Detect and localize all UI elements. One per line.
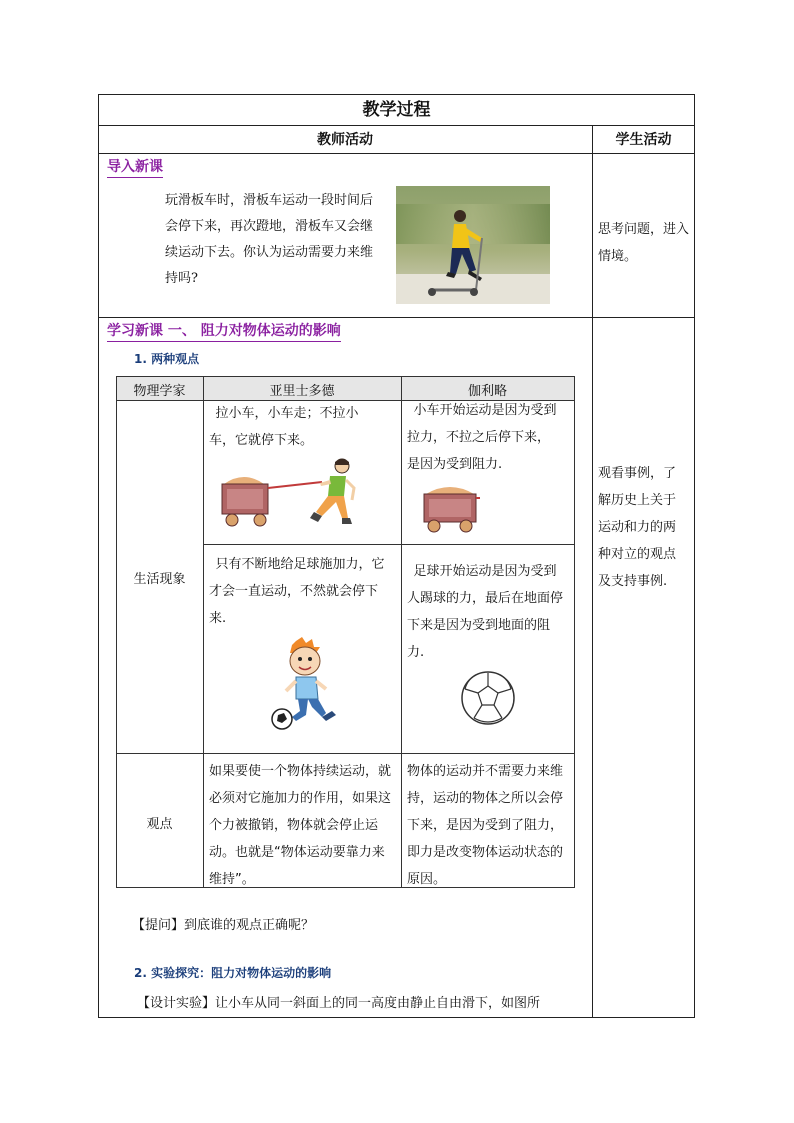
design-experiment-text: 【设计实验】让小车从同一斜面上的同一高度由静止自由滑下，如图所 bbox=[137, 996, 541, 1011]
soccer-ball-illustration bbox=[460, 670, 516, 726]
lesson-heading: 学习新课 一、 阻力对物体运动的影响 bbox=[107, 320, 341, 342]
scooter-photo bbox=[396, 186, 550, 304]
teacher-column-header: 教师活动 bbox=[317, 132, 373, 148]
header-galileo: 伽利略 bbox=[467, 384, 507, 399]
inner-table-top bbox=[116, 376, 575, 377]
column-divider bbox=[592, 125, 593, 1018]
table-right-border bbox=[694, 94, 695, 1018]
intro-heading: 导入新课 bbox=[107, 156, 163, 178]
table-bottom-border bbox=[98, 1017, 695, 1018]
header-row-bottom-border bbox=[98, 153, 695, 154]
galileo-view-text: 物体的运动并不需要力来维持，运动的物体之所以会停下来，是因为受到了阻力，即力是改变物体运动状态的原因。 bbox=[407, 764, 564, 887]
title-row-bottom-border bbox=[98, 125, 695, 126]
row-label-life: 生活现象 bbox=[133, 572, 186, 587]
row-label-view: 观点 bbox=[146, 817, 173, 832]
inner-table-right bbox=[574, 376, 575, 888]
inner-table-col2 bbox=[401, 376, 402, 888]
inner-table-col1 bbox=[203, 376, 204, 888]
cart-illustration bbox=[420, 480, 482, 536]
aristotle-cart-text: 拉小车，小车走；不拉小车，它就停下来。 bbox=[209, 406, 359, 448]
table-left-border bbox=[98, 94, 99, 1018]
galileo-ball-text: 足球开始运动是因为受到人踢球的力，最后在地面停下来是因为受到地面的阻力. bbox=[407, 564, 564, 660]
boy-kicking-ball-illustration bbox=[266, 637, 340, 733]
sub-heading-two-views: 1. 两种观点 bbox=[134, 352, 200, 366]
sub-heading-experiment: 2. 实验探究：阻力对物体运动的影响 bbox=[134, 966, 332, 980]
table-top-border bbox=[98, 94, 695, 95]
aristotle-ball-text: 只有不断地给足球施加力，它才会一直运动，不然就会停下来. bbox=[209, 557, 385, 626]
question-text: 【提问】到底谁的观点正确呢？ bbox=[132, 918, 315, 933]
student-column-header: 学生活动 bbox=[615, 132, 672, 148]
inner-table-cart-bottom bbox=[203, 544, 575, 545]
intro-student-text: 思考问题，进入情境。 bbox=[598, 222, 690, 264]
inner-table-life-bottom bbox=[116, 753, 575, 754]
header-aristotle: 亚里士多德 bbox=[269, 384, 335, 399]
lesson-student-text: 观看事例，了解历史上关于运动和力的两种对立的观点及支持事例. bbox=[598, 466, 677, 589]
intro-row-bottom-border bbox=[98, 317, 695, 318]
galileo-cart-text: 小车开始运动是因为受到拉力，不拉之后停下来，是因为受到阻力. bbox=[407, 403, 557, 472]
intro-paragraph: 玩滑板车时，滑板车运动一段时间后会停下来，再次蹬地，滑板车又会继续运动下去。你认为运动需要力来维持吗? bbox=[165, 193, 374, 286]
header-physicist: 物理学家 bbox=[133, 384, 186, 399]
inner-table-left bbox=[116, 376, 117, 888]
boy-pulling-cart-illustration bbox=[218, 456, 368, 534]
aristotle-view-text: 如果要使一个物体持续运动，就必须对它施加力的作用，如果这个力被撤销，物体就会停止运动。也就是“物体运动要靠力来维持”。 bbox=[209, 764, 392, 887]
page-title: 教学过程 bbox=[362, 100, 431, 120]
